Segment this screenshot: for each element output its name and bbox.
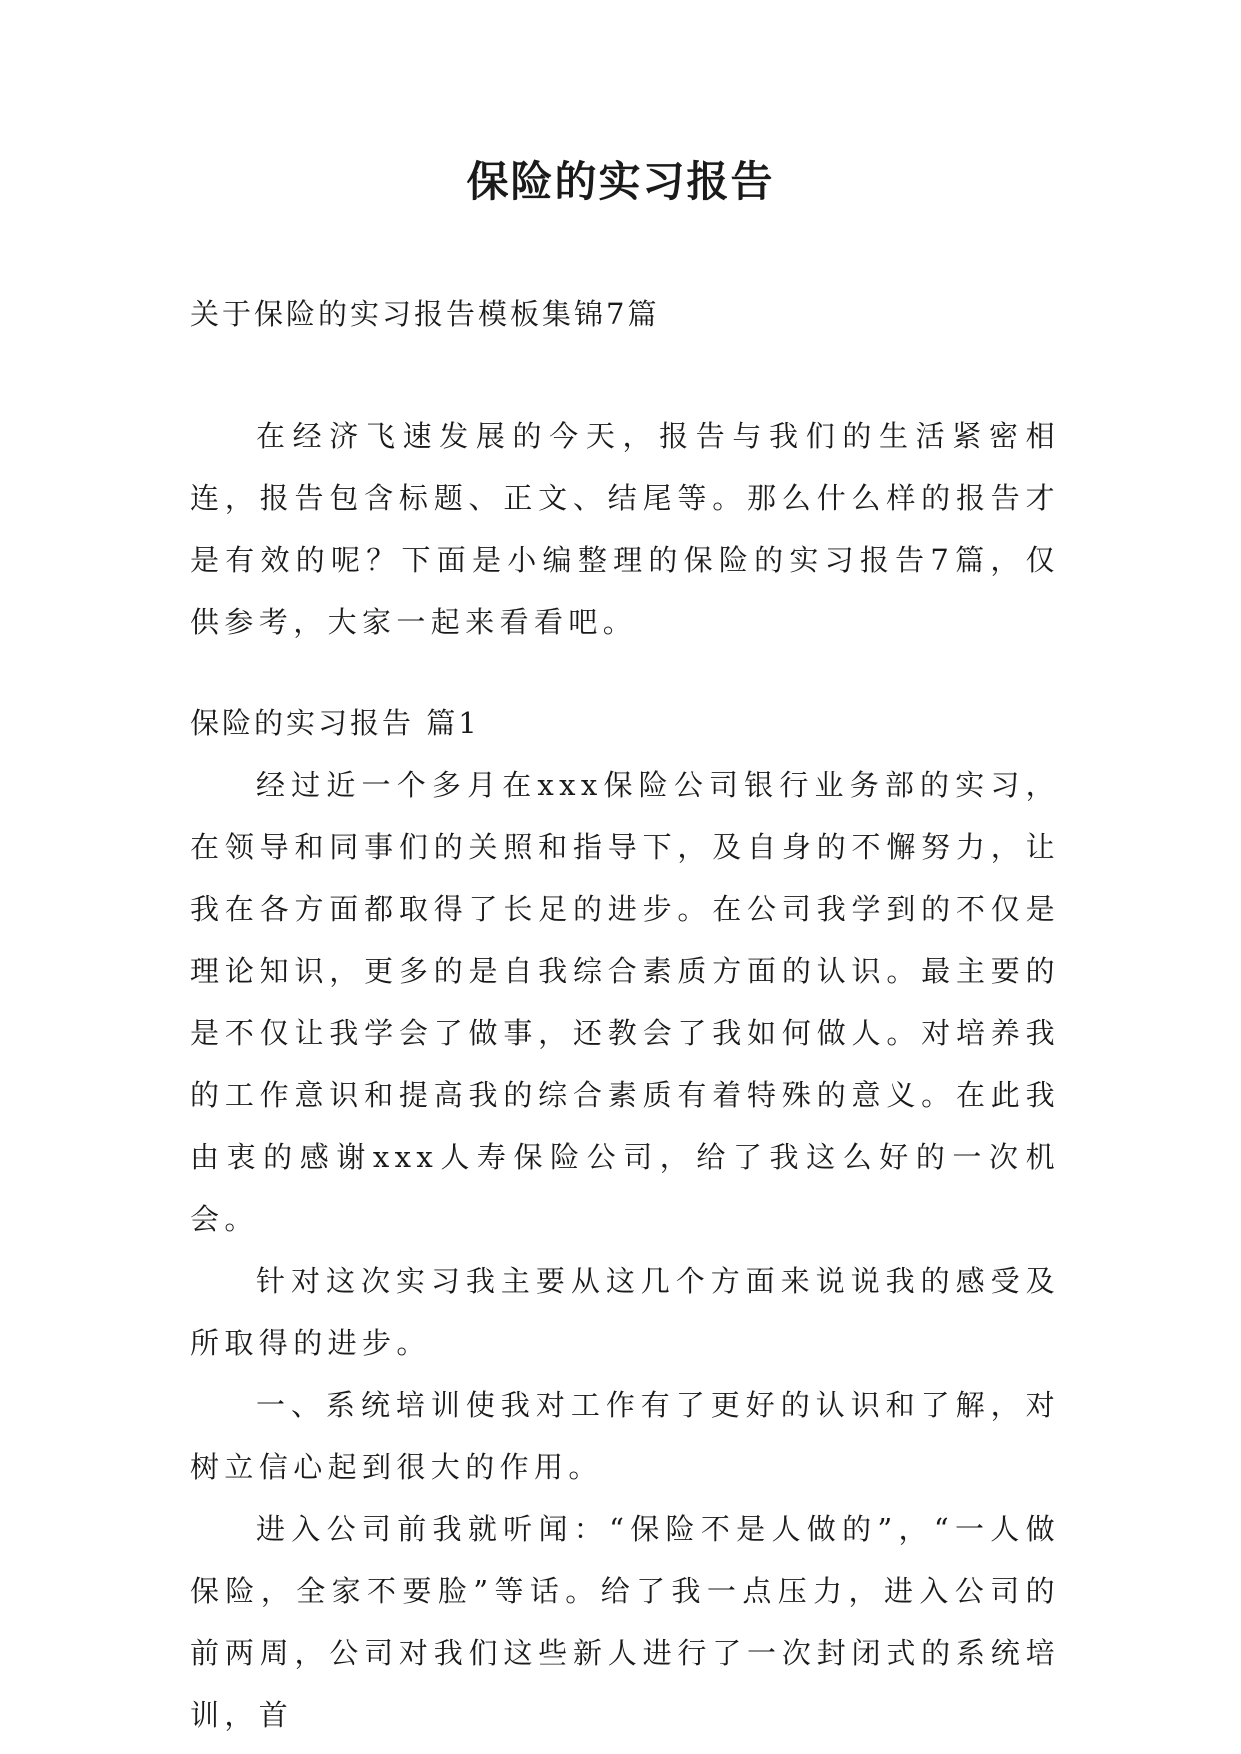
body-paragraph: 针对这次实习我主要从这几个方面来说说我的感受及所取得的进步。 [190, 1264, 1060, 1360]
body-paragraph: 经过近一个多月在xxx保险公司银行业务部的实习，在领导和同事们的关照和指导下，及自身的不懈努力，让我在各方面都取得了长足的进步。在公司我学到的不仅是理论知识，更多的是自我综合素质方面的认识。最主要的是不仅让我学会了做事，还教会了我如何做人。对培养我的工作意识和提高我的综合素质有着特殊的意义。在此我由衷的感谢xxx人寿保险公司，给了我这么好的一次机会。 [190, 768, 1060, 1236]
body-paragraph: 进入公司前我就听闻：“保险不是人做的”，“一人做保险，全家不要脸”等话。给了我一点压力，进入公司的前两周，公司对我们这些新人进行了一次封闭式的系统培训，首 [190, 1512, 1060, 1732]
section-heading: 保险的实习报告 篇1 [190, 706, 480, 740]
document-subtitle: 关于保险的实习报告模板集锦7篇 [190, 297, 660, 331]
intro-paragraph: 在经济飞速发展的今天，报告与我们的生活紧密相连，报告包含标题、正文、结尾等。那么什么样的报告才是有效的呢？下面是小编整理的保险的实习报告7篇，仅供参考，大家一起来看看吧。 [190, 419, 1060, 639]
intro-block [190, 405, 1060, 653]
body-paragraph: 一、系统培训使我对工作有了更好的认识和了解，对树立信心起到很大的作用。 [190, 1388, 1060, 1484]
section-body [190, 754, 1060, 1746]
document-title: 保险的实习报告 [466, 157, 775, 206]
